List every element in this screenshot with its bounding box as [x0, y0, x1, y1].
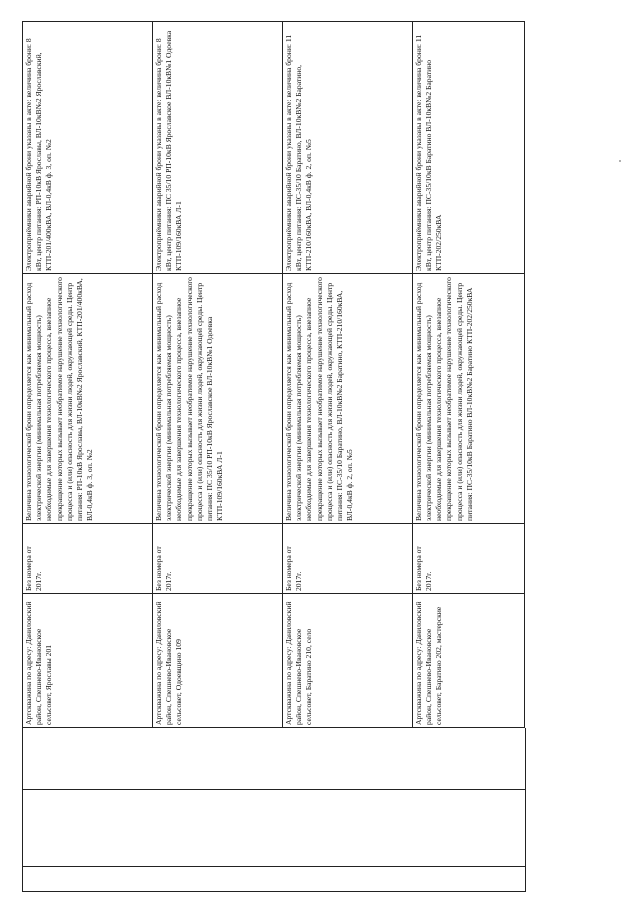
description-cell: Величина технологической брони определяется как минимальный расход электрической энергии (минимальная потребляемая мощность) необходимые для завершения технологического процесса, внезапное прекращение которых вызывает необратимое нарушение технологического процесса и (или) опасность для жизни людей, окружающей среды. Центр питания: ПС-35/10 Баратино, ВЛ-10кВ№2 Баратино, КТП-210/160кВА, ВЛ-0,4кВ ф. 2, оп. №5: [282, 274, 412, 524]
description-cell: Величина технологической брони определяется как минимальный расход электрической энергии (минимальная потребляемая мощность) необходимые для завершения технологического процесса, внезапное прекращение которых вызывает необратимое нарушение технологического процесса и (или) опасность для жизни людей, окружающей среды. Центр питания: РП-10кВ Ярославы, ВЛ-10кВ№2 Ярославский, КТП-201/400кВА, ВЛ-0,4кВ ф. 3, оп. №2: [23, 274, 153, 524]
emergency-cell: Электроприёмники аварийной брони указаны в акте: величина брони: 8 кВт, центр питания: РП-10кВ Ярославы, ВЛ-10кВ№2 Ярославский, КТП-201/400кВА, ВЛ-0,4кВ ф. 3, оп. №2: [23, 22, 153, 274]
emergency-cell: Электроприёмники аварийной брони указаны в акте: величина брони: 11 кВт, центр питания: ПС-35/10кВ Баратино ВЛ-10кВ№2 Баратино КТП-202/250кВА: [412, 22, 524, 274]
table-row: [152, 22, 282, 728]
number-cell: Без номера от 2017г.: [23, 524, 153, 594]
table-rule: [22, 789, 526, 790]
number-cell: Без номера от 2017г.: [282, 524, 412, 594]
object-cell: Артскважина по адресу: Даниловский район, Спешнево-Ивановское сельсовет, Одоевщино 109: [152, 594, 282, 728]
number-cell: Без номера от 2017г.: [152, 524, 282, 594]
object-cell: Артскважина по адресу: Даниловский район, Спешнево-Ивановское сельсовет, Баратино 202, мастерские: [412, 594, 524, 728]
object-cell: Артскважина по адресу: Даниловский район, Спешнево-Ивановское сельсовет, Ярославы 201: [23, 594, 153, 728]
emergency-cell: Электроприёмники аварийной брони указаны в акте: величина брони: 8 кВт, центр питания: ПС 35/10 РП-10кВ Ярославское ВЛ-10кВ№1 Одоевка КТП-109/160кВА Л-1: [152, 22, 282, 274]
table-row: [23, 22, 153, 728]
description-cell: Величина технологической брони определяется как минимальный расход электрической энергии (минимальная потребляемая мощность) необходимые для завершения технологического процесса, внезапное прекращение которых вызывает необратимое нарушение технологического процесса и (или) опасность для жизни людей, окружающей среды. Центр питания: ПС-35/10кВ Баратино ВЛ-10кВ№2 Баратино КТП-202/250кВА: [412, 274, 524, 524]
brone-table: [22, 21, 525, 728]
rotated-table-page: [22, 22, 525, 728]
table-rule: [22, 866, 526, 867]
table-rule: [22, 891, 526, 892]
scan-speck: [619, 160, 621, 162]
emergency-cell: Электроприёмники аварийной брони указаны в акте: величина брони: 11 кВт, центр питания: ПС-35/10 Баратино, ВЛ-10кВ№2 Баратино, КТП-210/160кВА, ВЛ-0,4кВ ф. 2, оп. №5: [282, 22, 412, 274]
object-cell: Артскважина по адресу: Даниловский район, Спешнево-Ивановское сельсовет, Баратино 210, село: [282, 594, 412, 728]
description-cell: Величина технологической брони определяется как минимальный расход электрической энергии (минимальная потребляемая мощность) необходимые для завершения технологического процесса, внезапное прекращение которых вызывает необратимое нарушение технологического процесса и (или) опасность для жизни людей, окружающей среды. Центр питания: ПС 35/10 РП-10кВ Ярославское ВЛ-10кВ№1 Одоевка КТП-109/160кВА Л-1: [152, 274, 282, 524]
table-row: [412, 22, 524, 728]
number-cell: Без номера от 2017г.: [412, 524, 524, 594]
table-row: [282, 22, 412, 728]
